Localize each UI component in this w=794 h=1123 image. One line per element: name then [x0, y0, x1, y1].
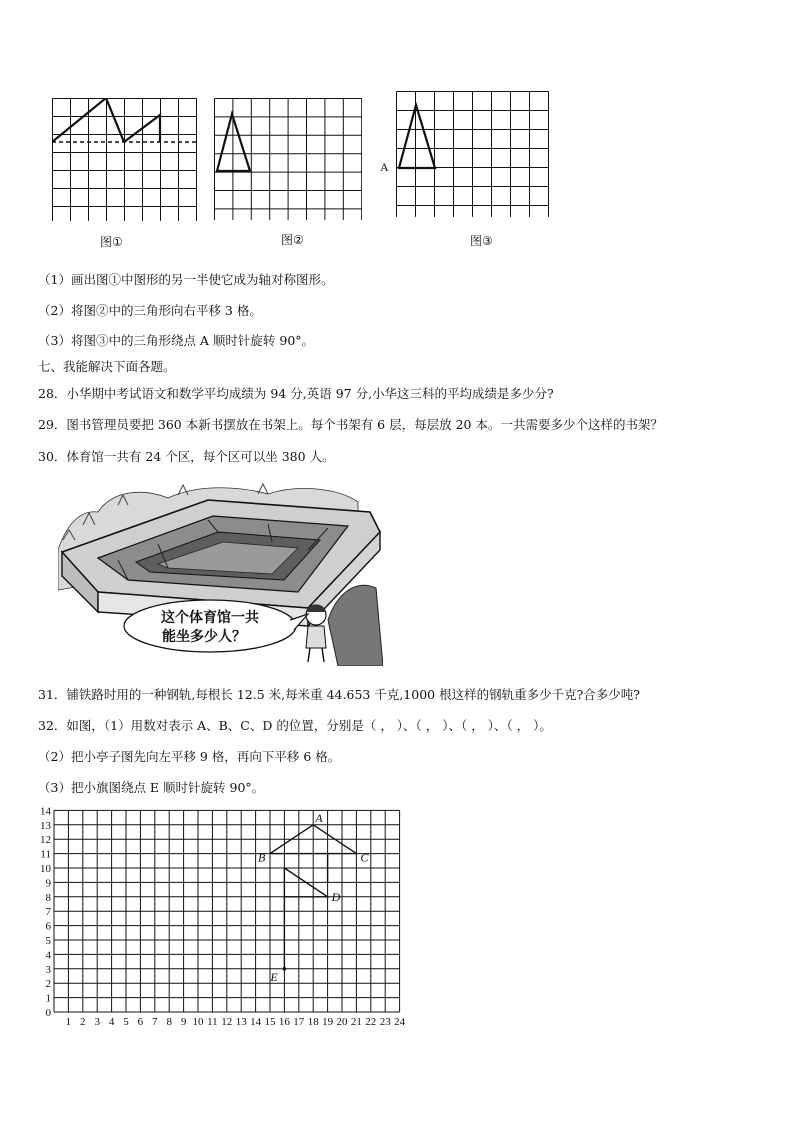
point-label-d: D	[331, 889, 341, 904]
x-tick-label: 14	[250, 1016, 262, 1028]
coordinate-grid	[30, 806, 410, 1031]
point-a-label: A	[380, 160, 389, 174]
x-tick-label: 24	[394, 1016, 406, 1028]
y-tick-label: 12	[40, 834, 51, 847]
x-tick-label: 19	[322, 1016, 334, 1028]
y-tick-label: 0	[45, 1007, 51, 1019]
question-31: 31．铺铁路时用的一种钢轨,每根长 12.5 米,每米重 44.653 千克,1000 根这样的钢轨重多少千克?合多少吨?	[38, 687, 640, 702]
y-tick-label: 14	[40, 806, 51, 818]
x-tick-label: 10	[192, 1016, 204, 1028]
x-tick-label: 8	[166, 1016, 172, 1028]
x-tick-label: 13	[235, 1016, 247, 1028]
question-27-3: （3）将图③中的三角形绕点 A 顺时针旋转 90°。	[38, 333, 315, 348]
figure-caption-1: 图①	[100, 235, 123, 249]
x-tick-label: 12	[221, 1016, 233, 1028]
question-27-2: （2）将图②中的三角形向右平移 3 格。	[38, 303, 262, 318]
y-tick-label: 10	[40, 863, 51, 875]
x-tick-label: 4	[108, 1016, 115, 1028]
x-tick-label: 22	[365, 1016, 377, 1028]
x-tick-label: 20	[336, 1016, 348, 1028]
stadium-illustration	[58, 480, 383, 666]
point-label-e: E	[270, 969, 278, 984]
x-tick-label: 18	[307, 1016, 319, 1028]
figure-caption-2: 图②	[281, 233, 304, 247]
y-tick-label: 5	[45, 935, 51, 947]
y-tick-label: 7	[45, 906, 51, 919]
point-label-b: B	[258, 850, 266, 865]
x-tick-label: 21	[350, 1016, 362, 1028]
figure-caption-3: 图③	[470, 234, 493, 248]
figure-grid-2	[214, 98, 362, 220]
y-tick-label: 9	[45, 877, 51, 890]
x-tick-label: 17	[293, 1016, 305, 1028]
x-tick-label: 2	[80, 1016, 86, 1028]
question-32-3: （3）把小旗图绕点 E 顺时针旋转 90°。	[38, 780, 265, 795]
figure-grid-3	[396, 91, 550, 217]
y-tick-label: 13	[40, 819, 51, 832]
point-label-a: A	[315, 810, 323, 825]
x-tick-label: 5	[123, 1016, 129, 1028]
speech-bubble-line-1: 这个体育馆一共	[161, 610, 259, 626]
x-tick-label: 1	[65, 1016, 72, 1028]
x-tick-label: 6	[137, 1016, 144, 1028]
y-tick-label: 11	[40, 848, 51, 861]
question-32-2: （2）把小亭子图先向左平移 9 格，再向下平移 6 格。	[38, 749, 341, 764]
question-27-1: （1）画出图①中图形的另一半使它成为轴对称图形。	[38, 272, 334, 287]
point-e-dot	[283, 967, 287, 971]
y-tick-label: 2	[45, 978, 51, 991]
section-heading-7: 七、我能解决下面各题。	[38, 359, 176, 374]
question-32-1: 32．如图，（1）用数对表示 A、B、C、D 的位置，分别是（ ， ）、（ ， ）、（ ， ）、（ ， ）。	[38, 718, 552, 733]
speech-bubble-line-2: 能坐多少人？	[162, 629, 246, 645]
x-tick-label: 23	[379, 1016, 391, 1028]
question-29: 29．图书管理员要把 360 本新书摆放在书架上。每个书架有 6 层，每层放 20 本。一共需要多少个这样的书架？	[38, 417, 663, 432]
question-30: 30．体育馆一共有 24 个区，每个区可以坐 380 人。	[38, 449, 335, 464]
y-tick-label: 6	[45, 920, 51, 933]
y-tick-label: 1	[45, 992, 51, 1005]
figure-grid-1	[52, 98, 197, 221]
y-tick-label: 4	[45, 949, 51, 962]
question-28: 28．小华期中考试语文和数学平均成绩为 94 分,英语 97 分,小华这三科的平均成绩是多少分?	[38, 386, 554, 401]
x-tick-label: 3	[94, 1016, 100, 1028]
point-label-c: C	[360, 850, 369, 865]
x-tick-label: 9	[180, 1016, 187, 1028]
x-tick-label: 11	[207, 1016, 218, 1028]
x-tick-label: 16	[278, 1016, 290, 1028]
y-tick-label: 3	[45, 963, 51, 976]
y-tick-label: 8	[45, 891, 51, 904]
x-tick-label: 7	[152, 1016, 158, 1028]
x-tick-label: 15	[264, 1016, 276, 1028]
